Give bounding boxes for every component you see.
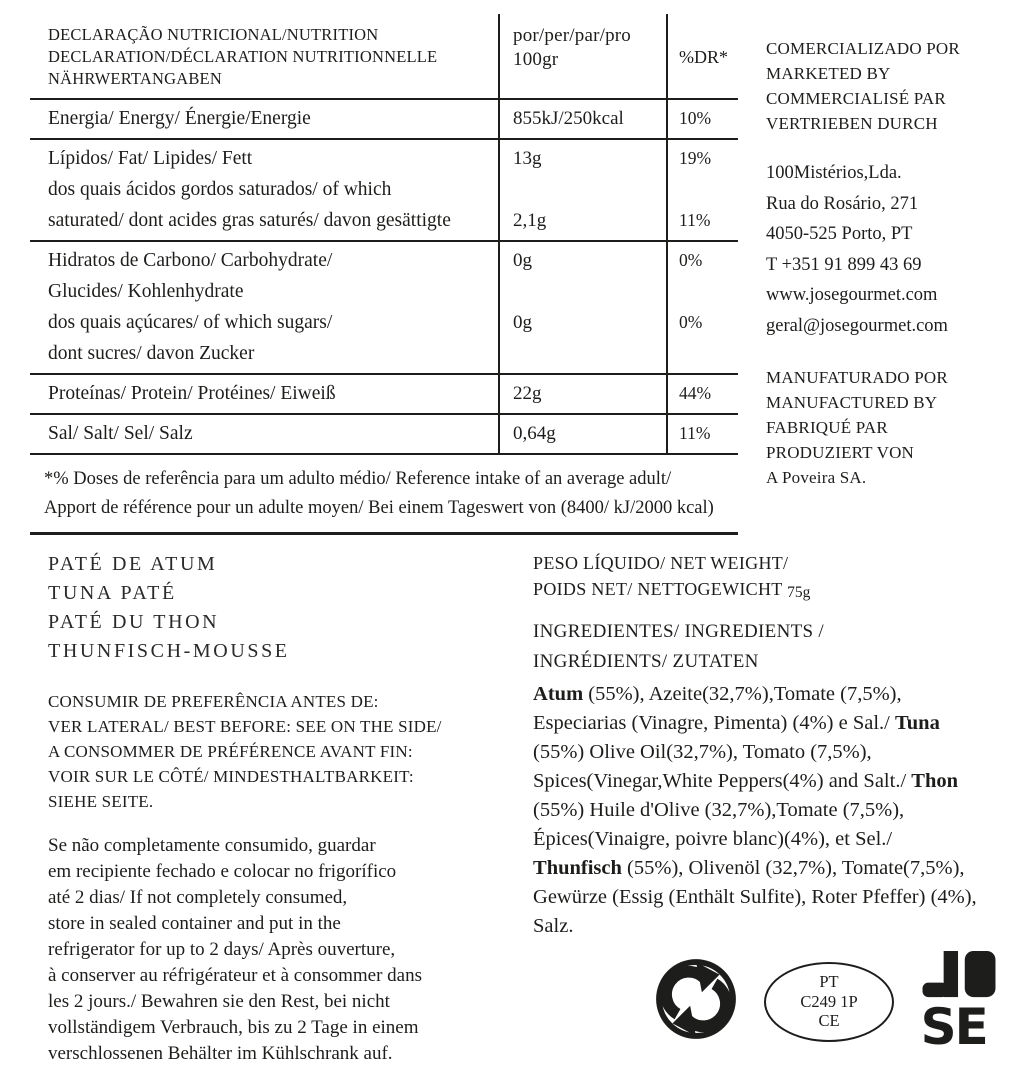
text-line: saturated/ dont acides gras saturés/ davon gesättigte bbox=[48, 210, 451, 231]
section-divider bbox=[30, 532, 738, 535]
text-line: 10% bbox=[679, 108, 712, 128]
text-line: INGREDIENTES/ INGREDIENTS / bbox=[533, 621, 824, 642]
text-line: DECLARAÇÃO NUTRICIONAL/NUTRITION bbox=[48, 25, 379, 44]
text-line: 100gr bbox=[513, 49, 559, 70]
manufacturer-block bbox=[766, 365, 1000, 490]
text-line: A Poveira SA. bbox=[766, 468, 867, 487]
daily-reference-value bbox=[666, 100, 738, 138]
text-line: 855kJ/250kcal bbox=[513, 108, 624, 129]
nutrition-panel bbox=[30, 14, 738, 535]
text-line: geral@josegourmet.com bbox=[766, 315, 948, 336]
marketed-by-heading bbox=[766, 36, 1000, 136]
text-line: por/per/par/pro bbox=[513, 25, 632, 46]
text-line: dont sucres/ davon Zucker bbox=[48, 343, 255, 364]
text-line bbox=[513, 338, 666, 369]
product-title bbox=[48, 550, 505, 666]
text-line: VERTRIEBEN DURCH bbox=[766, 114, 938, 133]
per-100g-value bbox=[498, 375, 666, 413]
distributor-panel bbox=[766, 14, 1000, 490]
text-line: SIEHE SEITE. bbox=[48, 792, 154, 811]
text-line: Hidratos de Carbono/ Carbohydrate/ bbox=[48, 250, 333, 271]
per-100g-column-header bbox=[498, 14, 666, 98]
ingredient-language-name: Tuna bbox=[894, 712, 940, 734]
text-line: em recipiente fechado e colocar no frigorífico bbox=[48, 861, 397, 882]
text-line: 11% bbox=[679, 423, 711, 443]
text-line: refrigerator for up to 2 days/ Après ouverture, bbox=[48, 939, 396, 960]
text-line: verschlossenen Behälter im Kühlschrank auf. bbox=[48, 1043, 393, 1064]
table-row-fat bbox=[30, 140, 738, 242]
top-section bbox=[30, 14, 1000, 535]
ingredient-language-name: Thunfisch bbox=[533, 857, 622, 879]
text-line: DECLARATION/DÉCLARATION NUTRITIONNELLE bbox=[48, 47, 438, 66]
nutrient-name bbox=[30, 242, 498, 373]
text-line: NÄHRWERTANGABEN bbox=[48, 69, 222, 88]
text-line: *% Doses de referência para um adulto médio/ Reference intake of an average adult/ bbox=[44, 469, 672, 489]
text-line: Sal/ Salt/ Sel/ Salz bbox=[48, 423, 193, 444]
text-line: dos quais açúcares/ of which sugars/ bbox=[48, 312, 333, 333]
ingredient-text: (55%) Huile d'Olive (32,7%),Tomate (7,5%), Épices(Vinaigre, poivre blanc)(4%), et Sel./ bbox=[533, 799, 905, 850]
storage-instructions bbox=[48, 833, 505, 1067]
ingredients-heading bbox=[533, 617, 1000, 677]
table-row-protein bbox=[30, 375, 738, 415]
text-line: 0g bbox=[513, 312, 532, 333]
nutrition-declaration-heading bbox=[30, 14, 498, 98]
text-line: PATÉ DU THON bbox=[48, 611, 220, 633]
jose-gourmet-logo bbox=[920, 951, 998, 1052]
text-line: 0% bbox=[679, 312, 703, 332]
per-100g-value bbox=[498, 415, 666, 453]
ingredient-text: (55%) Olive Oil(32,7%), Tomato (7,5%), Spices(Vinegar,White Peppers(4%) and Salt./ bbox=[533, 741, 912, 792]
text-line: MANUFATURADO POR bbox=[766, 368, 948, 387]
text-line: Rua do Rosário, 271 bbox=[766, 193, 919, 214]
text-line: 0g bbox=[513, 250, 532, 271]
nutrition-table-header-row bbox=[30, 14, 738, 100]
text-line: C249 1P bbox=[800, 991, 858, 1011]
ingredient-text: (55%), Olivenöl (32,7%), Tomate(7,5%), Gewürze (Essig (Enthält Sulfite), Roter Pfeffer) (4%), Salz. bbox=[533, 857, 977, 937]
table-row-carbohydrate bbox=[30, 242, 738, 375]
text-line: PATÉ DE ATUM bbox=[48, 553, 218, 575]
text-line: PRODUZIERT VON bbox=[766, 443, 915, 462]
text-line bbox=[513, 174, 666, 205]
nutrient-name bbox=[30, 140, 498, 240]
nutrition-table bbox=[30, 14, 738, 455]
health-mark-oval bbox=[764, 962, 894, 1042]
net-weight-label-line1: PESO LÍQUIDO/ NET WEIGHT/ bbox=[533, 553, 789, 573]
text-line: FABRIQUÉ PAR bbox=[766, 418, 888, 437]
best-before-notice bbox=[48, 689, 505, 814]
text-line: Apport de référence pour un adulte moyen/ Bei einem Tageswert von (8400/ kJ/2000 kcal) bbox=[44, 498, 714, 518]
text-line: Lípidos/ Fat/ Lipides/ Fett bbox=[48, 148, 253, 169]
text-line: VOIR SUR LE CÔTÉ/ MINDESTHALTBARKEIT: bbox=[48, 767, 414, 786]
text-line: 22g bbox=[513, 383, 542, 404]
text-line: T +351 91 899 43 69 bbox=[766, 254, 922, 275]
daily-reference-value bbox=[666, 242, 738, 373]
text-line: 100Mistérios,Lda. bbox=[766, 163, 902, 183]
ingredient-text: (55%), Azeite(32,7%),Tomate (7,5%), Especiarias (Vinagre, Pimenta) (4%) e Sal./ bbox=[533, 683, 902, 734]
ingredients-text bbox=[533, 680, 985, 941]
text-line bbox=[513, 276, 666, 307]
reference-intake-footnote bbox=[44, 465, 738, 523]
per-100g-value bbox=[498, 100, 666, 138]
nutrient-name bbox=[30, 100, 498, 138]
text-line: MANUFACTURED BY bbox=[766, 393, 938, 412]
text-line: 4050-525 Porto, PT bbox=[766, 224, 913, 244]
text-line: store in sealed container and put in the bbox=[48, 913, 341, 934]
ingredients-panel bbox=[533, 550, 1000, 1052]
text-line: à conserver au réfrigérateur et à consommer dans bbox=[48, 965, 423, 986]
text-line: dos quais ácidos gordos saturados/ of which bbox=[48, 179, 392, 200]
text-line: 2,1g bbox=[513, 210, 547, 231]
net-weight-label-line2 bbox=[533, 576, 1000, 604]
text-line: MARKETED BY bbox=[766, 64, 891, 83]
text-line: www.josegourmet.com bbox=[766, 285, 938, 305]
text-line: COMMERCIALISÉ PAR bbox=[766, 89, 946, 108]
text-line: VER LATERAL/ BEST BEFORE: SEE ON THE SIDE/ bbox=[48, 717, 442, 736]
certification-marks-row bbox=[533, 951, 1000, 1052]
text-line: 11% bbox=[679, 210, 711, 230]
svg-text:SE: SE bbox=[920, 998, 987, 1047]
text-line: Proteínas/ Protein/ Protéines/ Eiweiß bbox=[48, 383, 336, 404]
text-line: CE bbox=[818, 1011, 840, 1031]
product-info-panel bbox=[30, 550, 505, 1067]
net-weight-block bbox=[533, 550, 1000, 604]
text-line: 0% bbox=[679, 250, 703, 270]
text-line bbox=[679, 338, 738, 369]
text-line: les 2 jours./ Bewahren sie den Rest, bei nicht bbox=[48, 991, 390, 1012]
daily-reference-value bbox=[666, 375, 738, 413]
green-dot-recycling-icon bbox=[654, 957, 738, 1046]
net-weight-label-text: POIDS NET/ NETTOGEWICHT bbox=[533, 579, 783, 599]
daily-reference-value bbox=[666, 140, 738, 240]
text-line: Energia/ Energy/ Énergie/Energie bbox=[48, 108, 311, 129]
ingredient-language-name: Atum bbox=[533, 683, 584, 705]
table-row-salt bbox=[30, 415, 738, 455]
text-line: INGRÉDIENTS/ ZUTATEN bbox=[533, 651, 759, 672]
per-100g-value bbox=[498, 242, 666, 373]
daily-reference-column-header: %DR* bbox=[666, 14, 738, 98]
text-line: THUNFISCH-MOUSSE bbox=[48, 640, 290, 662]
text-line: vollständigem Verbrauch, bis zu 2 Tage in einem bbox=[48, 1017, 419, 1038]
text-line: COMERCIALIZADO POR bbox=[766, 39, 960, 58]
text-line: TUNA PATÉ bbox=[48, 582, 177, 604]
text-line: 19% bbox=[679, 148, 712, 168]
text-line bbox=[679, 174, 738, 205]
nutrient-name bbox=[30, 375, 498, 413]
text-line: Se não completamente consumido, guardar bbox=[48, 835, 376, 856]
text-line: até 2 dias/ If not completely consumed, bbox=[48, 887, 348, 908]
daily-reference-value bbox=[666, 415, 738, 453]
text-line: 0,64g bbox=[513, 423, 556, 444]
text-line: PT bbox=[819, 972, 839, 992]
table-row-energy bbox=[30, 100, 738, 140]
text-line bbox=[679, 276, 738, 307]
distributor-address bbox=[766, 158, 1000, 341]
net-weight-value: 75g bbox=[787, 584, 811, 601]
text-line: CONSUMIR DE PREFERÊNCIA ANTES DE: bbox=[48, 692, 379, 711]
per-100g-value bbox=[498, 140, 666, 240]
text-line: 13g bbox=[513, 148, 542, 169]
bottom-section bbox=[30, 550, 1000, 1067]
ingredient-language-name: Thon bbox=[911, 770, 958, 792]
text-line: A CONSOMMER DE PRÉFÉRENCE AVANT FIN: bbox=[48, 742, 413, 761]
text-line: Glucides/ Kohlenhydrate bbox=[48, 281, 244, 302]
text-line: 44% bbox=[679, 383, 712, 403]
nutrient-name bbox=[30, 415, 498, 453]
